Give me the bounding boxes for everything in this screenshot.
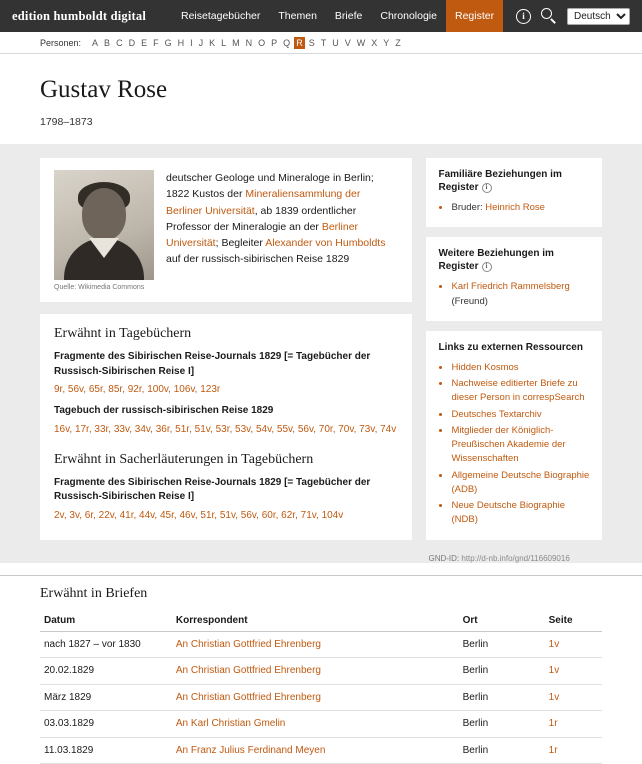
main-content bbox=[0, 144, 642, 563]
alphabet-letter-u[interactable]: U bbox=[330, 37, 342, 49]
biography-card bbox=[40, 158, 412, 302]
letters-table bbox=[40, 610, 602, 764]
cell-seite bbox=[545, 684, 602, 711]
cell-ort: Berlin bbox=[459, 684, 545, 711]
list-item bbox=[451, 377, 590, 406]
list-item bbox=[451, 469, 590, 498]
bio-link-berliner-universitaet[interactable]: Berliner Universität bbox=[166, 221, 358, 249]
language-select[interactable] bbox=[567, 8, 630, 25]
alphabet-letters bbox=[89, 38, 404, 48]
alphabet-letter-v[interactable]: V bbox=[342, 37, 353, 49]
external-link-5[interactable]: Neue Deutsche Biographie (NDB) bbox=[451, 500, 565, 525]
table-row bbox=[40, 658, 602, 685]
alphabet-letter-n[interactable]: N bbox=[243, 37, 255, 49]
nav-item-chronologie[interactable]: Chronologie bbox=[371, 0, 446, 32]
cell-datum: März 1829 bbox=[40, 684, 172, 711]
column-header-korrespondent: Korrespondent bbox=[172, 610, 459, 632]
table-row bbox=[40, 684, 602, 711]
alphabet-letter-h[interactable]: H bbox=[175, 37, 187, 49]
external-link-0[interactable]: Hidden Kosmos bbox=[451, 362, 518, 373]
annotations-group1-folios[interactable]: 2v, 3v, 6r, 22v, 41r, 44v, 45r, 46v, 51r, 51v, 56v, 60r, 62r, 71v, 104v bbox=[54, 508, 398, 524]
alphabet-letter-d[interactable]: D bbox=[126, 37, 138, 49]
info-icon[interactable]: i bbox=[482, 262, 492, 272]
alphabet-letter-a[interactable]: A bbox=[90, 37, 101, 49]
letters-table-body bbox=[40, 631, 602, 764]
alphabet-letter-b[interactable]: B bbox=[102, 37, 113, 49]
list-item bbox=[451, 424, 590, 467]
bio-text-4: auf der russisch-sibirischen Reise 1829 bbox=[166, 253, 349, 265]
other-relations-title-text: Weitere Beziehungen im Register bbox=[438, 248, 553, 272]
alphabet-letter-m[interactable]: M bbox=[230, 37, 243, 49]
cell-seite bbox=[545, 737, 602, 764]
alphabet-letter-p[interactable]: P bbox=[269, 37, 280, 49]
alphabet-letter-z[interactable]: Z bbox=[393, 37, 404, 49]
alphabet-letter-q[interactable]: Q bbox=[281, 37, 293, 49]
portrait-block bbox=[54, 170, 154, 292]
page-dates: 1798–1873 bbox=[40, 116, 602, 128]
external-link-2[interactable]: Deutsches Textarchiv bbox=[451, 409, 541, 420]
list-item bbox=[451, 499, 590, 528]
cell-ort: Berlin bbox=[459, 631, 545, 658]
letter-link[interactable]: An Christian Gottfried Ehrenberg bbox=[176, 692, 321, 703]
alphabet-letter-g[interactable]: G bbox=[162, 37, 174, 49]
family-relations-list bbox=[438, 201, 590, 215]
alphabet-letter-y[interactable]: Y bbox=[381, 37, 392, 49]
page-title: Gustav Rose bbox=[40, 76, 602, 104]
top-navigation-bar bbox=[0, 0, 642, 32]
other-relations-title bbox=[438, 247, 590, 273]
cell-korrespondent bbox=[172, 737, 459, 764]
alphabet-letter-i[interactable]: I bbox=[188, 37, 196, 49]
bio-text-3: ; Begleiter bbox=[216, 237, 266, 249]
bio-text-2: , ab 1839 ordentlicher Professor der Mineralogie an der bbox=[166, 205, 356, 233]
nav-item-register[interactable]: Register bbox=[446, 0, 503, 32]
letters-heading: Erwähnt in Briefen bbox=[40, 586, 602, 602]
nav-item-briefe[interactable]: Briefe bbox=[326, 0, 371, 32]
relation-link-heinrich-rose[interactable]: Heinrich Rose bbox=[485, 202, 545, 213]
external-links-list bbox=[438, 361, 590, 528]
column-header-datum: Datum bbox=[40, 610, 172, 632]
diaries-group2-folios[interactable]: 16v, 17r, 33r, 33v, 34v, 36r, 51r, 51v, 53r, 53v, 54v, 55v, 56v, 70r, 70v, 73v, 74v bbox=[54, 422, 398, 438]
alphabet-letter-s[interactable]: S bbox=[306, 37, 317, 49]
letter-link[interactable]: An Christian Gottfried Ehrenberg bbox=[176, 639, 321, 650]
other-relations-list bbox=[438, 280, 590, 309]
cell-seite bbox=[545, 658, 602, 685]
table-header-row bbox=[40, 610, 602, 632]
bio-link-mineraliensammlung[interactable]: Mineraliensammlung der Berliner Universität bbox=[166, 188, 360, 216]
letter-link[interactable]: An Franz Julius Ferdinand Meyen bbox=[176, 745, 326, 756]
bio-text-1: deutscher Geologe und Mineraloge in Berlin; 1822 Kustos der bbox=[166, 172, 374, 200]
family-relations-title-text: Familiäre Beziehungen im Register bbox=[438, 169, 561, 193]
letter-link[interactable]: An Christian Gottfried Ehrenberg bbox=[176, 665, 321, 676]
bio-link-humboldt[interactable]: Alexander von Humboldts bbox=[265, 237, 385, 249]
external-links-title: Links zu externen Ressourcen bbox=[438, 341, 590, 354]
portrait-credit: Quelle: Wikimedia Commons bbox=[54, 283, 154, 292]
folio-link[interactable]: 1r bbox=[549, 718, 558, 729]
relation-suffix: (Freund) bbox=[451, 296, 487, 307]
gnd-link[interactable]: http://d-nb.info/gnd/116609016 bbox=[461, 554, 569, 563]
list-item bbox=[451, 408, 590, 422]
letter-link[interactable]: An Karl Christian Gmelin bbox=[176, 718, 285, 729]
diaries-card bbox=[40, 314, 412, 540]
cell-seite bbox=[545, 631, 602, 658]
external-link-4[interactable]: Allgemeine Deutsche Biographie (ADB) bbox=[451, 470, 589, 495]
cell-korrespondent bbox=[172, 631, 459, 658]
external-link-3[interactable]: Mitglieder der Königlich-Preußischen Akademie der Wissenschaften bbox=[451, 425, 565, 465]
list-item bbox=[451, 280, 590, 309]
table-row bbox=[40, 711, 602, 738]
main-nav bbox=[172, 0, 516, 32]
alphabet-letter-j[interactable]: J bbox=[196, 37, 206, 49]
folio-link[interactable]: 1v bbox=[549, 692, 560, 703]
header-actions bbox=[516, 8, 630, 25]
annotations-group1-title: Fragmente des Sibirischen Reise-Journals 1829 [= Tagebücher der Russisch-Sibirischen Reise I] bbox=[54, 476, 398, 505]
folio-link[interactable]: 1v bbox=[549, 665, 560, 676]
list-item bbox=[451, 201, 590, 215]
cell-ort: Berlin bbox=[459, 711, 545, 738]
alphabet-label: Personen: bbox=[40, 38, 81, 48]
external-links-card bbox=[426, 331, 602, 540]
other-relations-card bbox=[426, 237, 602, 321]
alphabet-letter-t[interactable]: T bbox=[318, 37, 329, 49]
cell-datum: 20.02.1829 bbox=[40, 658, 172, 685]
alphabet-filter-bar bbox=[0, 32, 642, 54]
cell-korrespondent bbox=[172, 711, 459, 738]
table-row bbox=[40, 631, 602, 658]
relation-link-rammelsberg[interactable]: Karl Friedrich Rammelsberg bbox=[451, 281, 569, 292]
cell-ort: Berlin bbox=[459, 737, 545, 764]
gnd-id bbox=[426, 550, 602, 563]
cell-seite bbox=[545, 711, 602, 738]
cell-korrespondent bbox=[172, 684, 459, 711]
site-brand[interactable]: edition humboldt digital bbox=[12, 9, 146, 24]
portrait-image bbox=[54, 170, 154, 280]
diaries-group1-title: Fragmente des Sibirischen Reise-Journals 1829 [= Tagebücher der Russisch-Sibirischen Reise I] bbox=[54, 350, 398, 379]
gnd-label: GND-ID: bbox=[428, 554, 461, 563]
folio-link[interactable]: 1r bbox=[549, 745, 558, 756]
cell-datum: 03.03.1829 bbox=[40, 711, 172, 738]
diaries-heading: Erwähnt in Tagebüchern bbox=[54, 326, 398, 342]
alphabet-letter-o[interactable]: O bbox=[256, 37, 268, 49]
nav-item-themen[interactable]: Themen bbox=[269, 0, 326, 32]
left-column bbox=[40, 158, 412, 540]
nav-item-reisetagebuecher[interactable]: Reisetagebücher bbox=[172, 0, 269, 32]
alphabet-letter-w[interactable]: W bbox=[354, 37, 368, 49]
cell-korrespondent bbox=[172, 658, 459, 685]
cell-datum: nach 1827 – vor 1830 bbox=[40, 631, 172, 658]
table-row bbox=[40, 737, 602, 764]
column-header-ort: Ort bbox=[459, 610, 545, 632]
right-sidebar bbox=[426, 158, 602, 563]
annotations-heading: Erwähnt in Sacherläuterungen in Tagebüchern bbox=[54, 452, 398, 468]
alphabet-letter-l[interactable]: L bbox=[219, 37, 229, 49]
diaries-group2-title: Tagebuch der russisch-sibirischen Reise 1829 bbox=[54, 404, 398, 419]
cell-ort: Berlin bbox=[459, 658, 545, 685]
info-icon[interactable]: i bbox=[516, 9, 531, 24]
alphabet-letter-c[interactable]: C bbox=[114, 37, 126, 49]
info-icon[interactable]: i bbox=[482, 183, 492, 193]
alphabet-letter-r[interactable]: R bbox=[294, 37, 306, 49]
family-relations-card bbox=[426, 158, 602, 227]
folio-link[interactable]: 1v bbox=[549, 639, 560, 650]
alphabet-letter-k[interactable]: K bbox=[207, 37, 218, 49]
cell-datum: 11.03.1829 bbox=[40, 737, 172, 764]
list-item bbox=[451, 361, 590, 375]
family-relations-title bbox=[438, 168, 590, 194]
biography-text bbox=[166, 170, 398, 292]
letters-section bbox=[0, 575, 642, 764]
column-header-seite: Seite bbox=[545, 610, 602, 632]
diaries-group1-folios[interactable]: 9r, 56v, 65r, 85r, 92r, 100v, 106v, 123r bbox=[54, 382, 398, 398]
alphabet-letter-e[interactable]: E bbox=[139, 37, 150, 49]
relation-prefix: Bruder: bbox=[451, 202, 485, 213]
alphabet-letter-x[interactable]: X bbox=[369, 37, 380, 49]
external-link-1[interactable]: Nachweise editierter Briefe zu dieser Person in correspSearch bbox=[451, 378, 584, 403]
search-icon[interactable] bbox=[541, 8, 557, 24]
alphabet-letter-f[interactable]: F bbox=[151, 37, 162, 49]
page-header bbox=[0, 54, 642, 144]
